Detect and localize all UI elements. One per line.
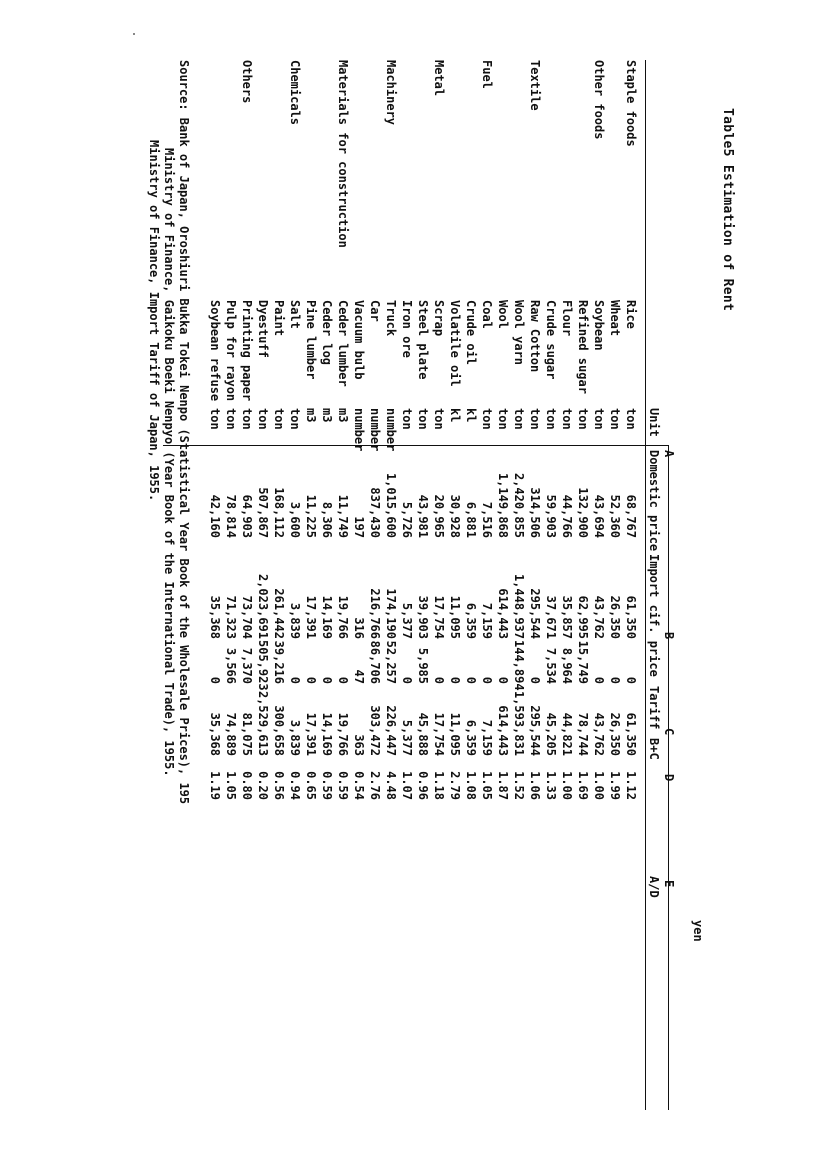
source-line-3: Ministry of Finance, Import Tariff of Japan, 1955. [147, 140, 161, 502]
source-line-1: Source: Bank of Japan, Oroshiuri Bukka Tokei Nenpo (Statistical Year Book of the Wholesale Prices), 195 [177, 60, 191, 805]
table-row [479, 0, 495, 1170]
table-row [271, 0, 287, 1170]
row-b-plus-c: 45,205 [544, 712, 558, 756]
row-a-over-d: 1.19 [208, 771, 222, 800]
row-import-cif-price: 6,359 [464, 602, 478, 639]
row-domestic-price: 68,767 [624, 494, 638, 538]
row-tariff: 8,964 [560, 647, 574, 684]
row-import-cif-price: 19,766 [336, 595, 350, 639]
row-domestic-price: 2,420,855 [512, 472, 526, 538]
row-item: Scrap [432, 300, 446, 337]
row-unit: ton [528, 408, 542, 430]
row-tariff: 0 [432, 676, 446, 684]
row-b-plus-c: 14,169 [320, 712, 334, 756]
row-tariff: 0 [496, 676, 510, 684]
column-letter-b: B [662, 632, 676, 640]
row-a-over-d: 0.54 [352, 771, 366, 800]
row-unit: ton [416, 408, 430, 430]
table-row [559, 0, 575, 1170]
row-tariff: 86,706 [368, 640, 382, 684]
row-a-over-d: 1.18 [432, 771, 446, 800]
row-unit: number [352, 408, 366, 452]
row-b-plus-c: 61,350 [624, 712, 638, 756]
row-import-cif-price: 2,023,691 [256, 573, 270, 639]
row-unit: ton [592, 408, 606, 430]
table-row [527, 0, 543, 1170]
header-domestic-price: Domestic price [647, 450, 661, 552]
row-domestic-price: 52,360 [608, 494, 622, 538]
row-tariff: 0 [400, 676, 414, 684]
table-title: Table5 Estimation of Rent [720, 108, 735, 312]
row-a-over-d: 1.12 [624, 771, 638, 800]
row-item: Flour [560, 300, 574, 337]
row-b-plus-c: 43,762 [592, 712, 606, 756]
row-unit: ton [544, 408, 558, 430]
row-domestic-price: 837,430 [368, 487, 382, 538]
table-row [543, 0, 559, 1170]
row-unit: m3 [320, 408, 334, 423]
row-b-plus-c: 19,766 [336, 712, 350, 756]
table-row [447, 0, 463, 1170]
row-item: Wool [496, 300, 510, 329]
row-item: Wheat [608, 300, 622, 337]
row-b-plus-c: 74,889 [224, 712, 238, 756]
row-item: Car [368, 300, 382, 322]
row-import-cif-price: 174,190 [384, 588, 398, 639]
table-row [511, 0, 527, 1170]
row-domestic-price: 43,694 [592, 494, 606, 538]
row-b-plus-c: 3,839 [288, 719, 302, 756]
row-unit: ton [480, 408, 494, 430]
row-import-cif-price: 3,839 [288, 602, 302, 639]
row-a-over-d: 1.08 [464, 771, 478, 800]
row-domestic-price: 1,015,600 [384, 472, 398, 538]
row-unit: ton [608, 408, 622, 430]
table-row [495, 0, 511, 1170]
row-import-cif-price: 11,095 [448, 595, 462, 639]
row-a-over-d: 0.56 [272, 771, 286, 800]
row-import-cif-price: 43,762 [592, 595, 606, 639]
row-import-cif-price: 62,995 [576, 595, 590, 639]
row-a-over-d: 2.79 [448, 771, 462, 800]
row-tariff: 505,923 [256, 640, 270, 691]
row-import-cif-price: 295,544 [528, 588, 542, 639]
row-tariff: 0 [288, 676, 302, 684]
row-a-over-d: 1.52 [512, 771, 526, 800]
row-domestic-price: 314,506 [528, 487, 542, 538]
header-import-cif-price: Import cif. price [647, 554, 661, 677]
row-item: Pulp for rayon [224, 300, 238, 402]
row-a-over-d: 1.33 [544, 771, 558, 800]
row-domestic-price: 59,903 [544, 494, 558, 538]
row-domestic-price: 5,726 [400, 501, 414, 538]
row-tariff: 0 [528, 676, 542, 684]
table-row [335, 0, 351, 1170]
table-row [399, 0, 415, 1170]
row-unit: ton [256, 408, 270, 430]
row-b-plus-c: 363 [352, 734, 366, 756]
row-a-over-d: 0.65 [304, 771, 318, 800]
row-unit: ton [224, 408, 238, 430]
row-unit: ton [512, 408, 526, 430]
row-b-plus-c: 5,377 [400, 719, 414, 756]
row-item: Soybean [592, 300, 606, 351]
row-tariff: 0 [480, 676, 494, 684]
row-item: Printing paper [240, 300, 254, 402]
unit-note: yen [691, 920, 705, 942]
row-item: Salt [288, 300, 302, 329]
row-unit: ton [208, 408, 222, 430]
row-item: Ceder lumber [336, 300, 350, 387]
row-unit: m3 [304, 408, 318, 423]
row-import-cif-price: 261,442 [272, 588, 286, 639]
row-unit: number [368, 408, 382, 452]
table-row [415, 0, 431, 1170]
row-item: Coal [480, 300, 494, 329]
header-rule-bottom [645, 60, 646, 1110]
row-a-over-d: 1.07 [400, 771, 414, 800]
row-domestic-price: 3,600 [288, 501, 302, 538]
row-domestic-price: 42,160 [208, 494, 222, 538]
row-domestic-price: 197 [352, 516, 366, 538]
row-unit: m3 [336, 408, 350, 423]
row-import-cif-price: 17,754 [432, 595, 446, 639]
row-item: Ceder log [320, 300, 334, 366]
header-rule-top [668, 445, 669, 1110]
table-row [367, 0, 383, 1170]
row-unit: ton [272, 408, 286, 430]
row-a-over-d: 1.87 [496, 771, 510, 800]
row-tariff: 5,985 [416, 647, 430, 684]
row-category: Machinery [384, 60, 398, 126]
table-row [383, 0, 399, 1170]
row-domestic-price: 44,766 [560, 494, 574, 538]
row-a-over-d: 0.96 [416, 771, 430, 800]
row-item: Pine lumber [304, 300, 318, 380]
column-letter-c: C [662, 728, 676, 736]
row-b-plus-c: 7,159 [480, 719, 494, 756]
row-import-cif-price: 1,448,937 [512, 573, 526, 639]
row-b-plus-c: 6,359 [464, 719, 478, 756]
row-tariff: 144,894 [512, 640, 526, 691]
header-b-plus-c: B+C [647, 738, 661, 760]
row-category: Others [240, 60, 254, 104]
row-item: Paint [272, 300, 286, 337]
row-a-over-d: 1.00 [592, 771, 606, 800]
table-row [591, 0, 607, 1170]
row-category: Textile [528, 60, 542, 111]
row-item: Raw Cotton [528, 300, 542, 373]
row-domestic-price: 11,749 [336, 494, 350, 538]
table-row [303, 0, 319, 1170]
column-letter-a: A [662, 450, 676, 458]
row-unit: kl [464, 408, 478, 423]
row-item: Soybean refuse [208, 300, 222, 402]
row-tariff: 0 [448, 676, 462, 684]
row-tariff: 15,749 [576, 640, 590, 684]
row-tariff: 0 [320, 676, 334, 684]
table-row [287, 0, 303, 1170]
table-row [319, 0, 335, 1170]
table-row [239, 0, 255, 1170]
row-b-plus-c: 26,350 [608, 712, 622, 756]
row-import-cif-price: 71,323 [224, 595, 238, 639]
row-import-cif-price: 35,368 [208, 595, 222, 639]
header-unit: Unit [647, 408, 661, 437]
row-unit: ton [624, 408, 638, 430]
row-a-over-d: 1.99 [608, 771, 622, 800]
row-domestic-price: 6,881 [464, 501, 478, 538]
column-letter-e: E [662, 880, 676, 888]
row-domestic-price: 7,516 [480, 501, 494, 538]
row-import-cif-price: 316 [352, 617, 366, 639]
row-import-cif-price: 216,766 [368, 588, 382, 639]
table-row [623, 0, 639, 1170]
row-tariff: 0 [208, 676, 222, 684]
table-row [463, 0, 479, 1170]
row-a-over-d: 0.94 [288, 771, 302, 800]
row-category: Metal [432, 60, 446, 97]
row-a-over-d: 0.59 [320, 771, 334, 800]
row-tariff: 47 [352, 669, 366, 684]
row-tariff: 0 [464, 676, 478, 684]
row-item: Dyestuff [256, 300, 270, 358]
row-item: Truck [384, 300, 398, 337]
source-line-2: Ministry of Finance, Gaikoku Boeki Nenpyo (Year Book of the International Trade), 1955. [162, 148, 176, 777]
row-domestic-price: 11,225 [304, 494, 318, 538]
row-a-over-d: 0.20 [256, 771, 270, 800]
row-b-plus-c: 17,391 [304, 712, 318, 756]
row-domestic-price: 132,900 [576, 487, 590, 538]
row-domestic-price: 168,112 [272, 487, 286, 538]
header-tariff: Tariff [647, 686, 661, 730]
row-b-plus-c: 226,447 [384, 705, 398, 756]
row-b-plus-c: 614,443 [496, 705, 510, 756]
row-a-over-d: 2.76 [368, 771, 382, 800]
row-b-plus-c: 2,529,613 [256, 690, 270, 756]
row-b-plus-c: 1,593,831 [512, 690, 526, 756]
table-row [351, 0, 367, 1170]
row-tariff: 0 [336, 676, 350, 684]
row-unit: ton [576, 408, 590, 430]
row-item: Rice [624, 300, 638, 329]
row-item: Wool yarn [512, 300, 526, 366]
row-a-over-d: 4.48 [384, 771, 398, 800]
row-item: Steel plate [416, 300, 430, 380]
row-item: Crude sugar [544, 300, 558, 380]
table-row [223, 0, 239, 1170]
row-unit: ton [400, 408, 414, 430]
row-import-cif-price: 35,857 [560, 595, 574, 639]
row-domestic-price: 64,903 [240, 494, 254, 538]
row-category: Fuel [480, 60, 494, 89]
row-unit: ton [496, 408, 510, 430]
row-unit: ton [240, 408, 254, 430]
row-b-plus-c: 303,472 [368, 705, 382, 756]
row-import-cif-price: 73,704 [240, 595, 254, 639]
row-import-cif-price: 26,350 [608, 595, 622, 639]
row-item: Crude oil [464, 300, 478, 366]
row-b-plus-c: 300,658 [272, 705, 286, 756]
table-row [207, 0, 223, 1170]
column-letter-d: D [662, 774, 676, 782]
row-b-plus-c: 11,095 [448, 712, 462, 756]
source-note [146, 60, 191, 1140]
row-a-over-d: 0.59 [336, 771, 350, 800]
row-item: Iron ore [400, 300, 414, 358]
row-a-over-d: 1.00 [560, 771, 574, 800]
row-domestic-price: 30,928 [448, 494, 462, 538]
row-category: Materials for construction [336, 60, 350, 248]
row-b-plus-c: 78,744 [576, 712, 590, 756]
row-tariff: 7,534 [544, 647, 558, 684]
row-import-cif-price: 14,169 [320, 595, 334, 639]
row-category: Other foods [592, 60, 606, 140]
table-row [575, 0, 591, 1170]
table-row [607, 0, 623, 1170]
row-tariff: 0 [624, 676, 638, 684]
row-domestic-price: 43,981 [416, 494, 430, 538]
row-a-over-d: 1.69 [576, 771, 590, 800]
row-tariff: 3,566 [224, 647, 238, 684]
row-import-cif-price: 37,671 [544, 595, 558, 639]
row-b-plus-c: 81,075 [240, 712, 254, 756]
table-row [255, 0, 271, 1170]
row-unit: ton [432, 408, 446, 430]
row-category: Chemicals [288, 60, 302, 126]
row-import-cif-price: 614,443 [496, 588, 510, 639]
row-unit: ton [288, 408, 302, 430]
row-domestic-price: 507,867 [256, 487, 270, 538]
row-import-cif-price: 5,377 [400, 602, 414, 639]
row-import-cif-price: 39,903 [416, 595, 430, 639]
row-a-over-d: 1.05 [480, 771, 494, 800]
row-category: Staple foods [624, 60, 638, 147]
row-unit: kl [448, 408, 462, 423]
row-item: Volatile oil [448, 300, 462, 387]
row-tariff: 7,370 [240, 647, 254, 684]
row-import-cif-price: 17,391 [304, 595, 318, 639]
row-domestic-price: 78,814 [224, 494, 238, 538]
row-unit: ton [560, 408, 574, 430]
row-domestic-price: 20,965 [432, 494, 446, 538]
row-b-plus-c: 17,754 [432, 712, 446, 756]
row-b-plus-c: 45,888 [416, 712, 430, 756]
row-unit: number [384, 408, 398, 452]
row-tariff: 0 [608, 676, 622, 684]
row-item: Vacuum bulb [352, 300, 366, 380]
row-a-over-d: 0.80 [240, 771, 254, 800]
row-a-over-d: 1.05 [224, 771, 238, 800]
row-b-plus-c: 35,368 [208, 712, 222, 756]
row-domestic-price: 8,306 [320, 501, 334, 538]
row-b-plus-c: 295,544 [528, 705, 542, 756]
row-import-cif-price: 61,350 [624, 595, 638, 639]
row-tariff: 0 [592, 676, 606, 684]
row-import-cif-price: 7,159 [480, 602, 494, 639]
row-tariff: 39,216 [272, 640, 286, 684]
header-a-over-d: A/D [647, 876, 661, 898]
row-b-plus-c: 44,821 [560, 712, 574, 756]
row-domestic-price: 1,149,868 [496, 472, 510, 538]
row-item: Refined sugar [576, 300, 590, 394]
row-tariff: 52,257 [384, 640, 398, 684]
row-a-over-d: 1.06 [528, 771, 542, 800]
row-tariff: 0 [304, 676, 318, 684]
table-row [431, 0, 447, 1170]
